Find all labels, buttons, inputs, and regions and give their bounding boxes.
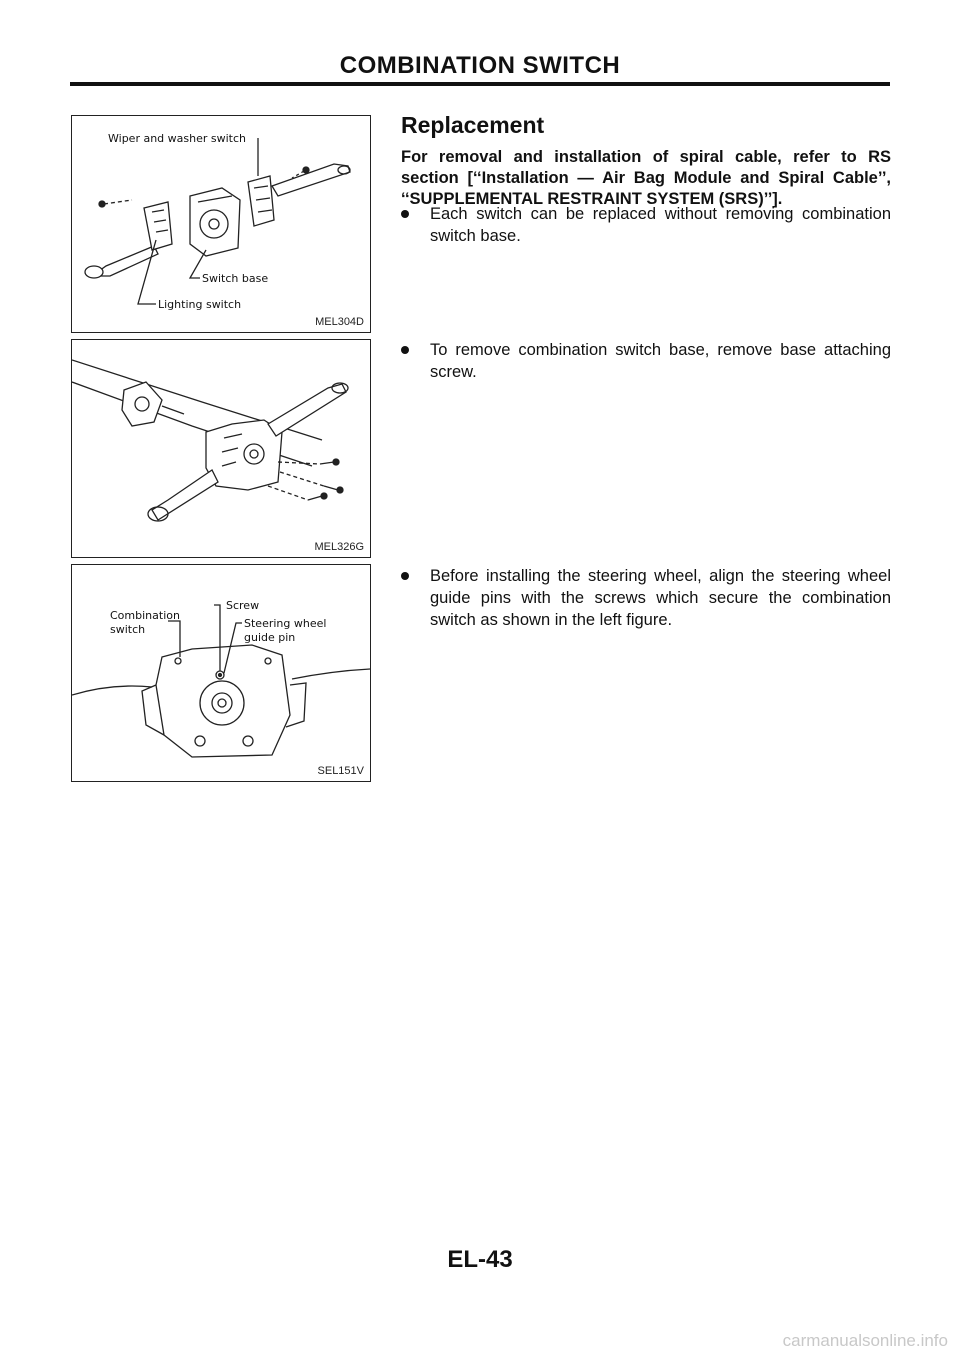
base-removal-illustration: [72, 340, 370, 557]
label-lighting-switch: Lighting switch: [158, 298, 242, 311]
bullet-text: To remove combination switch base, remove base attaching screw.: [430, 341, 891, 381]
figure-guide-pin-alignment: [71, 564, 371, 782]
intro-paragraph: For removal and installation of spiral cable, refer to RS section [‘‘Installation — Air Bag Module and Spiral Cable’’, ‘‘SUPPLEMENTAL RESTRAINT SYSTEM (SRS)’’].: [401, 148, 891, 208]
label-switch-base: Switch base: [202, 272, 269, 285]
figure-code: SEL151V: [317, 765, 364, 777]
bullet-item: [401, 339, 891, 383]
bullet-item: [401, 565, 891, 631]
bullet-text: Before installing the steering wheel, align the steering wheel guide pins with the screws which secure the combination switch as shown in the left figure.: [430, 567, 891, 629]
bullet-item: [401, 203, 891, 247]
label-steering-wheel: Steering wheel: [244, 617, 327, 630]
guide-pin-illustration: [72, 565, 370, 781]
label-switch: switch: [110, 623, 146, 636]
bullet-dot: [401, 210, 409, 218]
bullet-dot: [401, 572, 409, 580]
label-combination: Combination: [110, 609, 180, 622]
label-screw: Screw: [226, 599, 260, 612]
label-wiper-washer-switch: Wiper and washer switch: [108, 132, 246, 145]
watermark: carmanualsonline.info: [782, 1331, 948, 1350]
header-rule: [70, 82, 890, 86]
figure-code: MEL304D: [315, 316, 364, 328]
label-guide-pin: guide pin: [244, 631, 296, 644]
page-number: EL-43: [447, 1246, 513, 1273]
figure-code: MEL326G: [314, 541, 364, 553]
section-heading: Replacement: [401, 112, 545, 138]
figure-switch-parts: [71, 115, 371, 333]
figure-base-removal: [71, 339, 371, 558]
bullet-text: Each switch can be replaced without removing combination switch base.: [430, 205, 891, 245]
bullet-dot: [401, 346, 409, 354]
switch-parts-illustration: [72, 116, 370, 332]
page-header-title: COMBINATION SWITCH: [339, 52, 621, 79]
